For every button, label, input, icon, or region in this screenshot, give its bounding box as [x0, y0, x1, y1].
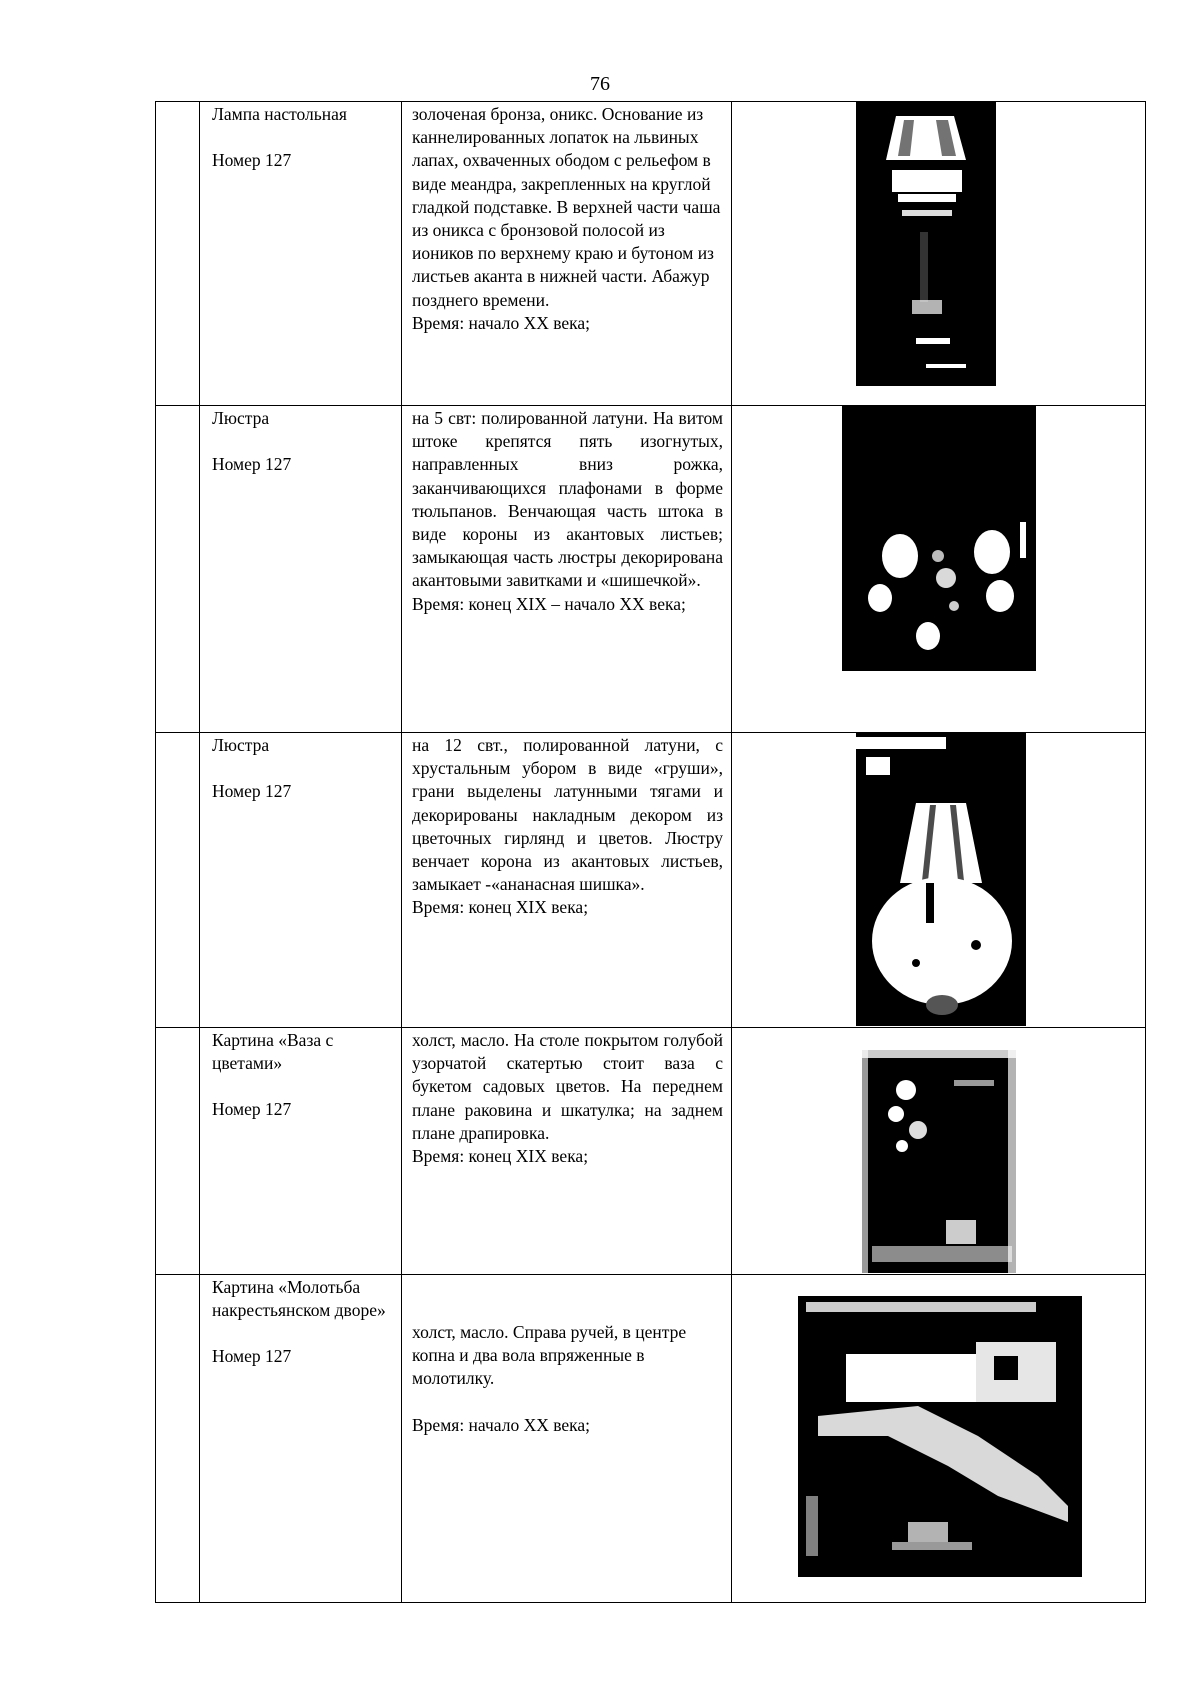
table-lamp-photo	[856, 102, 996, 386]
item-name-cell	[200, 1275, 402, 1603]
item-time: Время: начало XX века;	[412, 1414, 591, 1435]
item-photo-cell	[732, 1028, 1146, 1275]
item-description: холст, масло. Справа ручей, в центре копна и два вола впряженные в молотилку.	[412, 1322, 687, 1389]
item-description-cell	[402, 733, 732, 1028]
item-photo-cell	[732, 406, 1146, 733]
item-photo-cell	[732, 1275, 1146, 1603]
item-name: Картина «Ваза с цветами»	[212, 1030, 334, 1073]
item-number: Номер 127	[212, 454, 292, 474]
item-description-cell	[402, 1275, 732, 1603]
item-time: Время: конец XIX века;	[412, 897, 589, 918]
item-description-cell	[402, 1028, 732, 1275]
item-number: Номер 127	[212, 150, 292, 170]
index-cell	[156, 102, 200, 406]
painting-threshing-photo	[798, 1296, 1082, 1577]
chandelier-12-lights-photo	[856, 733, 1026, 1026]
item-name: Люстра	[212, 408, 270, 428]
index-cell	[156, 1275, 200, 1603]
table-row	[156, 102, 1146, 406]
item-description-cell	[402, 406, 732, 733]
item-number: Номер 127	[212, 1346, 292, 1366]
item-name: Картина «Молотьба накрестьянском дворе»	[212, 1277, 386, 1320]
item-time: Время: конец XIX – начало XX века;	[412, 593, 686, 614]
item-description: на 5 свт: полированной латуни. На витом штоке крепятся пять изогнутых, направленных вниз рожка, заканчивающихся плафонами в форме тюльпанов. Венчающая часть штока в виде короны из акантовых листьев; замыкающая часть люстры декорирована акантовыми завитками и «шишечкой».	[412, 408, 723, 591]
item-name-cell	[200, 406, 402, 733]
item-description-cell	[402, 102, 732, 406]
item-time: Время: начало XX века;	[412, 312, 591, 333]
chandelier-5-lights-photo	[842, 406, 1036, 671]
item-description: на 12 свт., полированной латуни, с хрустальным убором в виде «груши», грани выделены латунными тягами и декорированы накладным декором из цветочных гирлянд и цветов. Люстру венчает корона из акантовых листьев, замыкает -«ананасная шишка».	[412, 735, 723, 895]
page-number: 76	[590, 73, 610, 95]
table-row	[156, 406, 1146, 733]
item-name: Люстра	[212, 735, 270, 755]
index-cell	[156, 1028, 200, 1275]
table-row	[156, 1275, 1146, 1603]
catalog-table	[155, 101, 1146, 1603]
item-number: Номер 127	[212, 781, 292, 801]
table-row	[156, 1028, 1146, 1275]
item-photo-cell	[732, 733, 1146, 1028]
item-name-cell	[200, 102, 402, 406]
item-number: Номер 127	[212, 1099, 292, 1119]
painting-vase-photo	[862, 1050, 1016, 1273]
item-photo-cell	[732, 102, 1146, 406]
item-name: Лампа настольная	[212, 104, 347, 124]
item-description: холст, масло. На столе покрытом голубой узорчатой скатертью стоит ваза с букетом садовых цветов. На переднем плане раковина и шкатулка; на заднем плане драпировка.	[412, 1030, 723, 1143]
index-cell	[156, 733, 200, 1028]
item-name-cell	[200, 1028, 402, 1275]
table-row	[156, 733, 1146, 1028]
item-time: Время: конец XIX века;	[412, 1146, 589, 1167]
item-name-cell	[200, 733, 402, 1028]
item-description: золоченая бронза, оникс. Основание из каннелированных лопаток на львиных лапах, охваченных ободом с рельефом в виде меандра, закрепленных на круглой гладкой подставке. В верхней части чаша из оникса с бронзовой полосой из иоников по верхнему краю и бутоном из листьев аканта в нижней части. Абажур позднего времени.	[412, 104, 721, 310]
index-cell	[156, 406, 200, 733]
